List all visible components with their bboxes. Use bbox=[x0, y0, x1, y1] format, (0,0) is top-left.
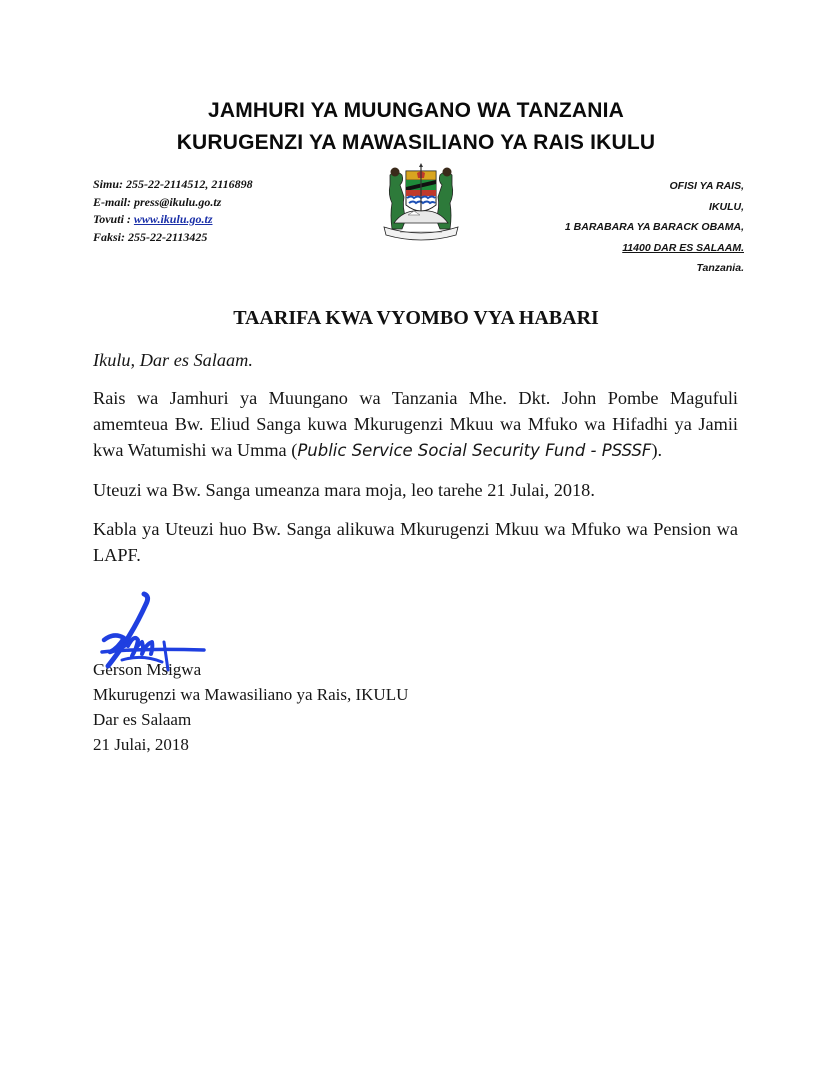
contact-details-left bbox=[93, 176, 253, 246]
address-line-5: Tanzania. bbox=[696, 262, 744, 274]
header-line-1: JAMHURI YA MUUNGANO WA TANZANIA bbox=[207, 99, 625, 122]
website-line bbox=[93, 211, 253, 229]
fax-number: 255-22-2113425 bbox=[128, 229, 208, 244]
phone-line bbox=[93, 176, 253, 194]
phone-label: Simu: bbox=[93, 177, 127, 191]
fax-label: Faksi: bbox=[93, 229, 129, 244]
email-address: press@ikulu.go.tz bbox=[134, 194, 222, 209]
dateline-place: Ikulu, Dar es Salaam. bbox=[93, 350, 253, 370]
fax-line bbox=[93, 229, 253, 247]
phone-number: 255-22-2114512, 2116898 bbox=[126, 177, 253, 191]
paragraph-previous-role: Kabla ya Uteuzi huo Bw. Sanga alikuwa Mkurugenzi Mkuu wa Mfuko wa Pension wa LAPF. bbox=[93, 519, 738, 565]
signature-date: 21 Julai, 2018 bbox=[93, 735, 189, 754]
address-block-right bbox=[565, 176, 744, 279]
address-line-3: 1 BARABARA YA BARACK OBAMA, bbox=[564, 221, 744, 233]
fund-name-italic: Public Service Social Security Fund - PSSSF bbox=[297, 441, 652, 460]
document-title: TAARIFA KWA VYOMBO VYA HABARI bbox=[233, 307, 599, 329]
paragraph-appointment bbox=[93, 385, 738, 464]
header-line-2: KURUGENZI YA MAWASILIANO YA RAIS IKULU bbox=[176, 131, 656, 154]
website-label: Tovuti : bbox=[93, 212, 134, 226]
handwritten-signature bbox=[92, 590, 212, 680]
paragraph-appointment-end: ). bbox=[651, 440, 663, 460]
email-label: E-mail: bbox=[93, 194, 134, 209]
tanzania-coat-of-arms-icon bbox=[378, 163, 464, 241]
signatory-city: Dar es Salaam bbox=[93, 710, 192, 729]
signatory-position: Mkurugenzi wa Mawasiliano ya Rais, IKULU bbox=[93, 685, 409, 704]
paragraph-effective-date: Uteuzi wa Bw. Sanga umeanza mara moja, leo tarehe 21 Julai, 2018. bbox=[93, 480, 595, 500]
address-line-2: IKULU, bbox=[709, 200, 744, 213]
signatory-name: Gerson Msigwa bbox=[93, 660, 202, 679]
address-line-4: 11400 DAR ES SALAAM. bbox=[622, 241, 744, 254]
address-line-1: OFISI YA RAIS, bbox=[669, 180, 744, 192]
website-link[interactable]: www.ikulu.go.tz bbox=[133, 212, 213, 226]
email-line bbox=[93, 194, 253, 212]
paragraph-appointment-text: Rais wa Jamhuri ya Muungano wa Tanzania Mhe. Dkt. John Pombe Magufuli amemteua Bw. Eliud Sanga kuwa Mkurugenzi Mkuu wa Mfuko wa Hifadhi ya Jamii kwa Watumishi wa Umma ( bbox=[93, 388, 738, 460]
